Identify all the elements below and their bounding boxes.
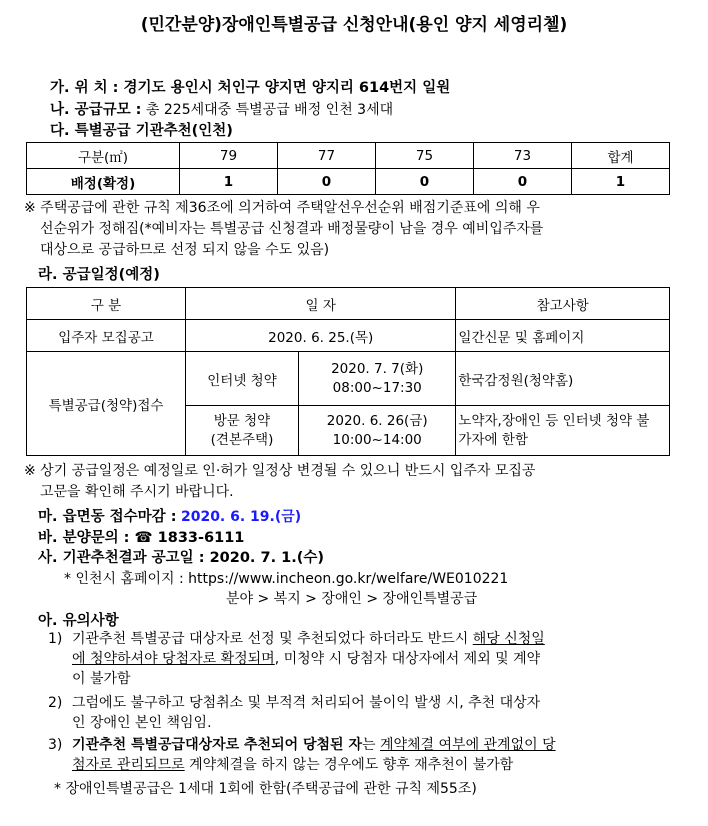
result-heading: 사. 기관추천결과 공고일 : 2020. 7. 1.(수) [38, 550, 324, 566]
table-cell: 0 [474, 169, 572, 195]
table-cell: 일간신문 및 홈페이지 [456, 320, 670, 352]
caution-emphasis: 에 청약하셔야 당첨자로 확정되며 [72, 651, 275, 667]
caution-text: 그럼에도 불구하고 당첨취소 및 부적격 처리되어 불이익 발생 시, 추천 대상자 [72, 695, 541, 711]
supply-row [50, 98, 393, 119]
inquiry-row [38, 526, 244, 547]
location-row [50, 76, 450, 97]
note-2 [24, 461, 535, 503]
caution-emphasis: 첨자로 관리되므로 [72, 757, 185, 773]
note-line: ※ 주택공급에 관한 규칙 제36조에 의거하여 주택알선우선순위 배점기준표에 의해 우 [24, 200, 540, 216]
schedule-table [26, 287, 670, 456]
caution-text: 계약체결을 하지 않는 경우에도 향후 재추천이 불가함 [184, 757, 514, 773]
table-header-cell: 구 분 [27, 288, 186, 320]
phone-icon: ☎ [134, 530, 153, 546]
deadline-label: 마. 읍면동 접수마감 : [38, 509, 177, 525]
result-site: * 인천시 홈페이지 : https://www.incheon.go.kr/welfare/WE010221 [64, 571, 509, 587]
table-row [27, 169, 670, 195]
caution-text: 기관추천 특별공급 대상자로 선정 및 추천되었다 하더라도 반드시 [72, 631, 473, 647]
item-number: 3) [48, 737, 63, 753]
caution-text: , 미청약 시 당첨자 대상자에서 제외 및 계약 [274, 651, 541, 667]
table-header-cell: 참고사항 [456, 288, 670, 320]
supply-label: 나. 공급규모 : [50, 102, 142, 118]
date-line: 2020. 6. 26(금) [326, 412, 428, 429]
item-number: 2) [48, 695, 63, 711]
inquiry-label: 바. 분양문의 : [38, 530, 130, 546]
note-line: 고문을 확인해 주시기 바랍니다. [40, 484, 234, 500]
ref-line: 가자에 한함 [458, 431, 528, 448]
caution-text: 인 장애인 본인 책임임. [72, 715, 212, 731]
date-line: 2020. 7. 7(화) [331, 360, 424, 377]
time-line: 08:00~17:30 [332, 379, 422, 396]
table-header-cell: 일 자 [186, 288, 456, 320]
caution-text: 는 [361, 737, 380, 753]
inquiry-value: 1833-6111 [157, 530, 245, 546]
table-cell: 77 [278, 143, 376, 169]
table-cell [299, 406, 456, 456]
caution-bold: 기관추천 특별공급대상자로 추천되어 당첨된 자 [72, 737, 362, 753]
recommend-heading: 다. 특별공급 기관추천(인천) [50, 123, 233, 139]
table-row [27, 320, 670, 352]
table-cell: 73 [474, 143, 572, 169]
caution-3 [48, 735, 673, 775]
table-cell: 1 [572, 169, 670, 195]
table-cell: 2020. 6. 25.(목) [186, 320, 456, 352]
deadline-value: 2020. 6. 19.(금) [180, 509, 302, 525]
caution-emphasis: 해당 신청일 [472, 631, 545, 647]
supply-value: 총 225세대중 특별공급 배정 인천 3세대 [145, 102, 394, 118]
table-cell: 구분(㎡) [27, 143, 180, 169]
table-cell: 75 [376, 143, 474, 169]
table-cell: 0 [278, 169, 376, 195]
method-line: 방문 청약 [213, 412, 271, 429]
table-cell [299, 352, 456, 406]
time-line: 10:00~14:00 [332, 431, 422, 448]
table-cell: 합계 [572, 143, 670, 169]
table-row [27, 352, 670, 406]
allocation-table [26, 142, 670, 195]
footnote: * 장애인특별공급은 1세대 1회에 한함(주택공급에 관한 규칙 제55조) [54, 781, 477, 797]
note-line: 대상으로 공급하므로 선정 되지 않을 수도 있음) [40, 242, 330, 258]
note-line: ※ 상기 공급일정은 예정일로 인·허가 일정상 변경될 수 있으니 반드시 입주자 모집공 [24, 463, 536, 479]
table-cell: 0 [376, 169, 474, 195]
table-cell: 79 [180, 143, 278, 169]
location-label: 가. 위 치 : [50, 80, 119, 96]
table-cell: 인터넷 청약 [186, 352, 299, 406]
location-value: 경기도 용인시 처인구 양지면 양지리 614번지 일원 [123, 80, 451, 96]
table-cell: 입주자 모집공고 [27, 320, 186, 352]
schedule-heading: 라. 공급일정(예정) [38, 267, 160, 283]
caution-heading: 아. 유의사항 [38, 613, 119, 629]
note-1 [24, 198, 543, 261]
result-path: 분야 > 복지 > 장애인 > 장애인특별공급 [226, 591, 478, 607]
table-cell [186, 406, 299, 456]
deadline-row [38, 505, 301, 526]
note-line: 선순위가 정해짐(*예비자는 특별공급 신청결과 배정물량이 남을 경우 예비입주자를 [40, 221, 544, 237]
caution-2 [48, 693, 673, 733]
caution-emphasis: 계약체결 여부에 관계없이 당 [379, 737, 556, 753]
table-cell: 1 [180, 169, 278, 195]
table-row [27, 288, 670, 320]
caution-1 [48, 629, 673, 689]
table-cell: 특별공급(청약)접수 [27, 352, 186, 456]
table-cell: 배정(확정) [27, 169, 180, 195]
page-title: (민간분양)장애인특별공급 신청안내(용인 양지 세영리첼) [140, 15, 568, 35]
table-cell [456, 406, 670, 456]
method-line: (견본주택) [210, 431, 274, 448]
caution-text: 이 불가함 [72, 671, 131, 687]
table-row [27, 143, 670, 169]
item-number: 1) [48, 631, 63, 647]
table-cell: 한국감정원(청약홈) [456, 352, 670, 406]
ref-line: 노약자,장애인 등 인터넷 청약 불 [458, 412, 650, 429]
